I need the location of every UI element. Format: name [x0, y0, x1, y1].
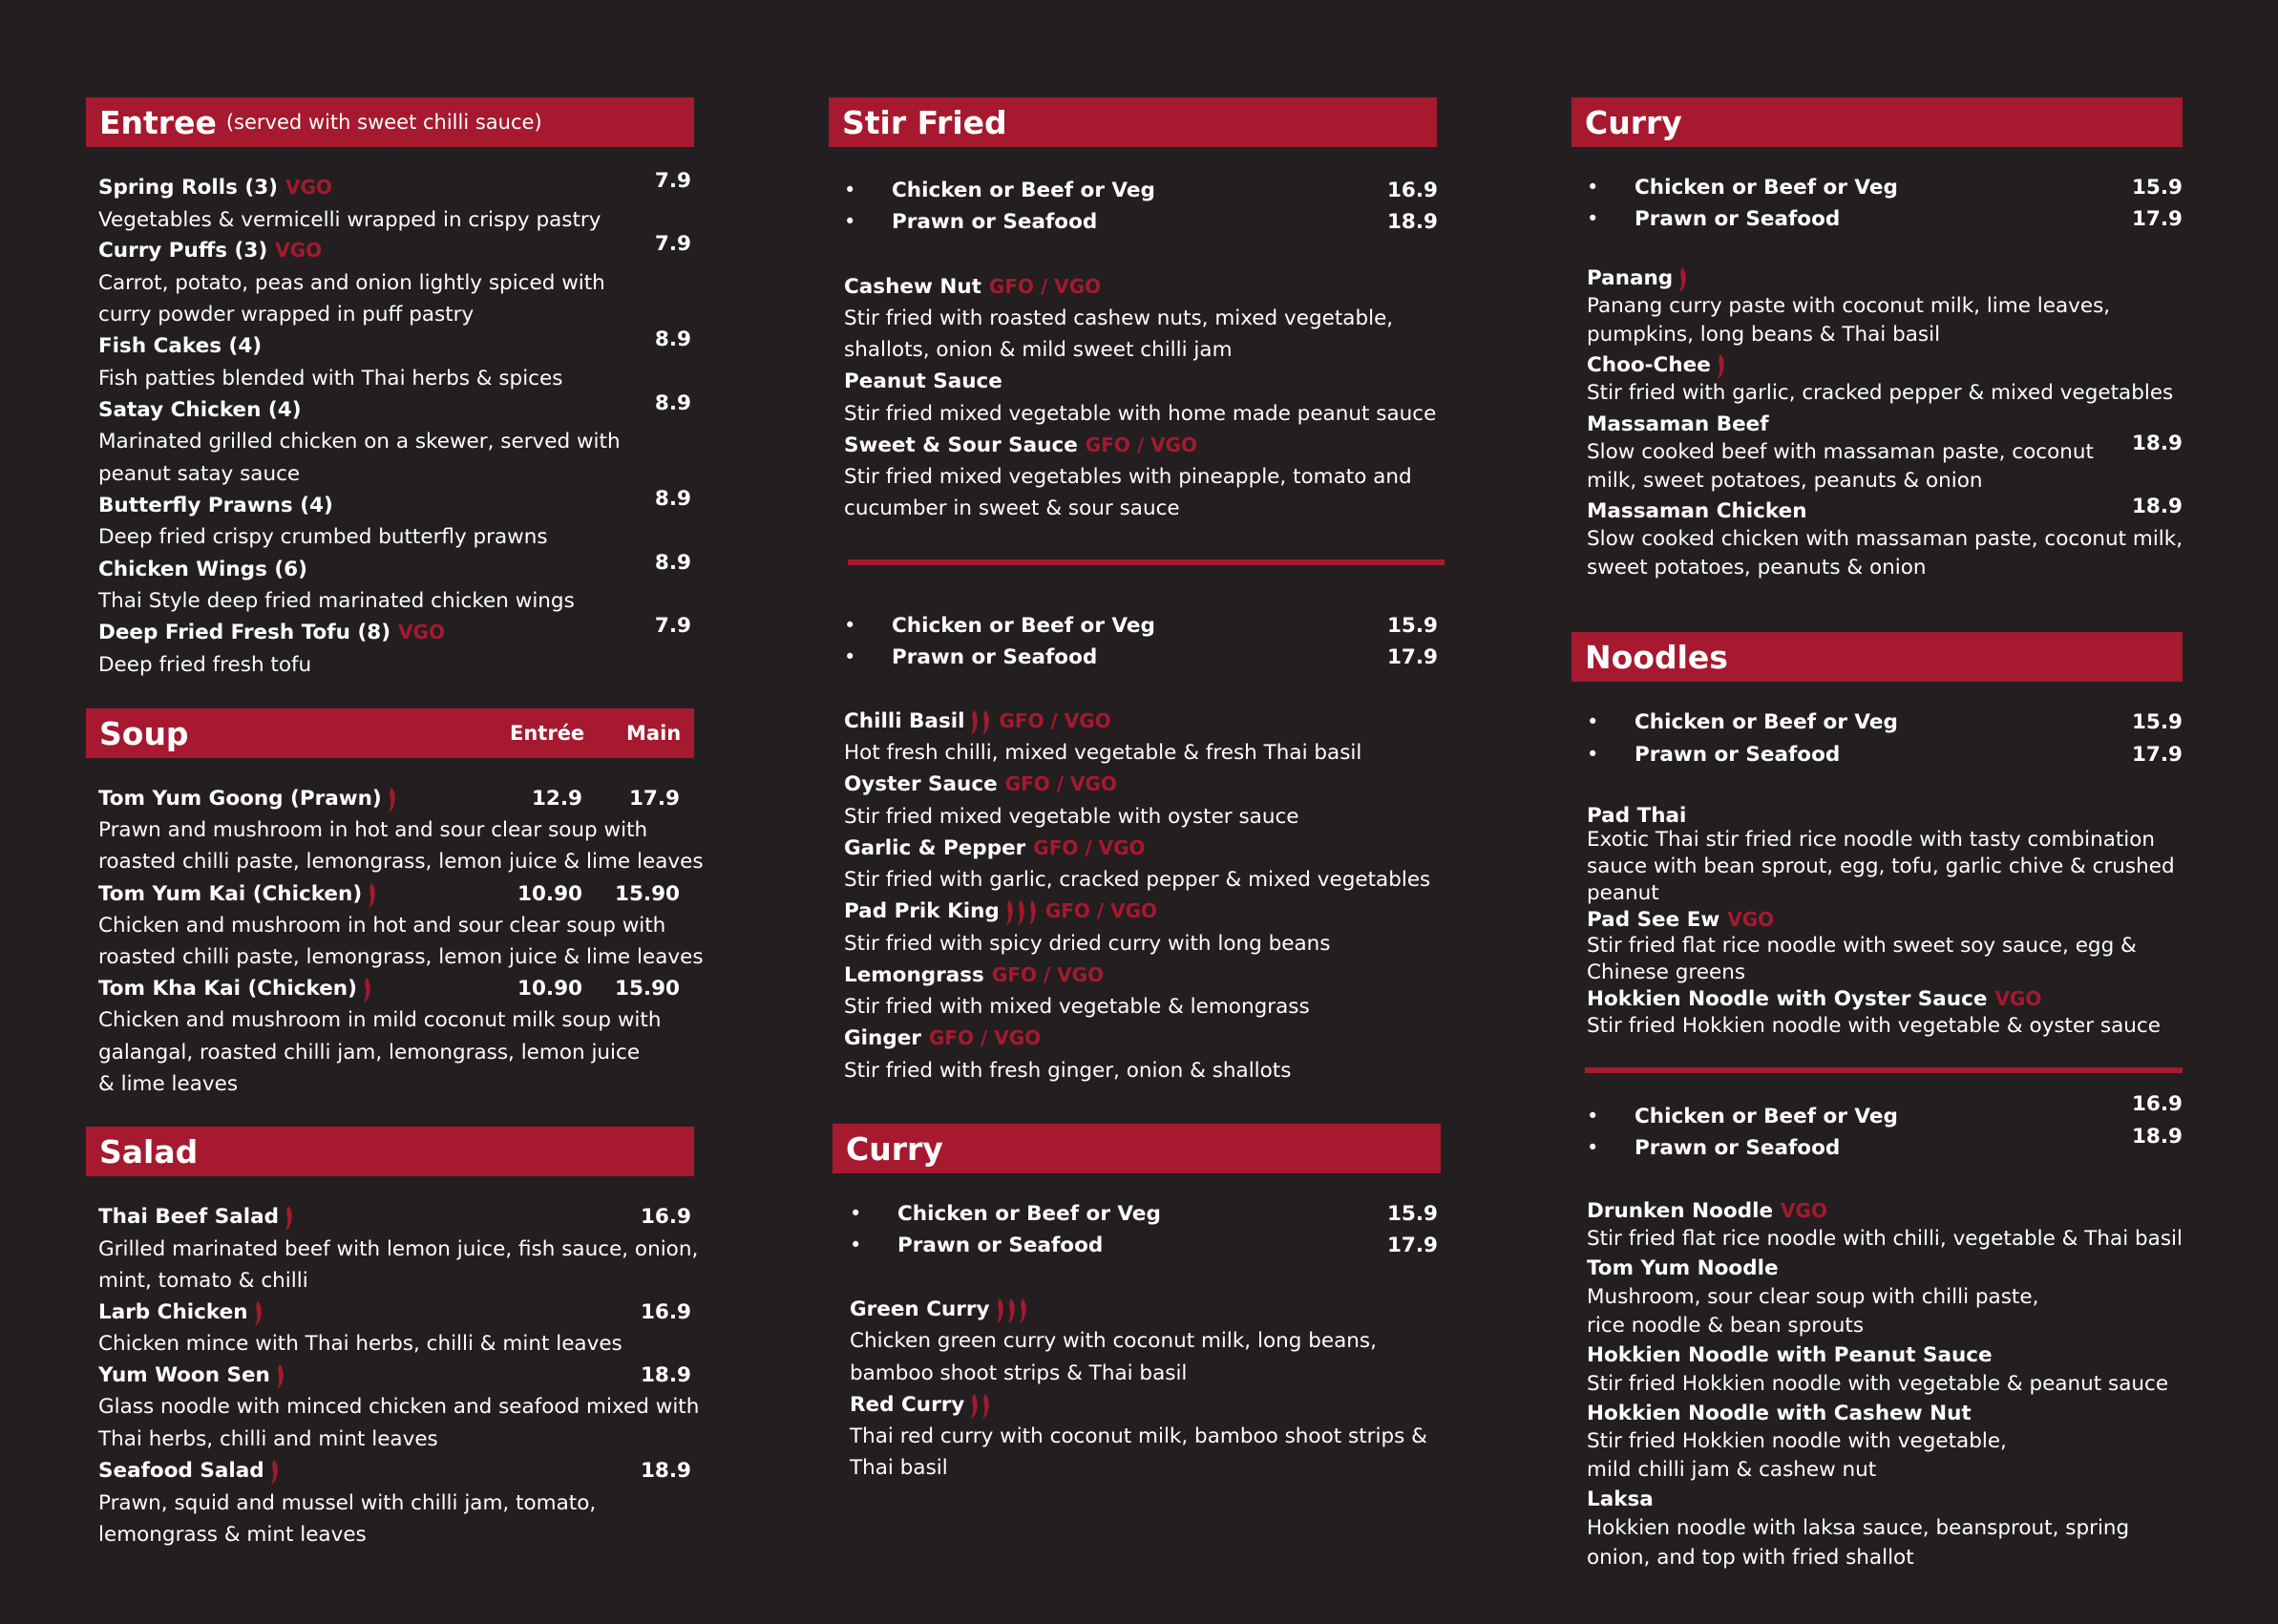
- option-label: Chicken or Beef or Veg: [1635, 1105, 1898, 1128]
- bullet: •: [1587, 1105, 1599, 1128]
- bullet: •: [844, 179, 856, 201]
- item-name: Seafood Salad: [98, 1455, 280, 1487]
- item-price: 7.9: [654, 169, 691, 193]
- item-name: Peanut Sauce: [844, 369, 1002, 393]
- item-desc: Thai red curry with coconut milk, bamboo shoot strips &: [850, 1424, 1427, 1448]
- item-name: Chilli Basil GFO / VGO: [844, 706, 1111, 738]
- item-desc: Deep fried fresh tofu: [98, 653, 312, 677]
- item-desc: mild chilli jam & cashew nut: [1587, 1458, 1877, 1482]
- option-price: 17.9: [2131, 207, 2183, 231]
- item-desc: Stir fried with fresh ginger, onion & shallots: [844, 1059, 1292, 1083]
- item-name: Lemongrass GFO / VGO: [844, 963, 1105, 987]
- item-desc: Thai Style deep fried marinated chicken wings: [98, 589, 575, 613]
- item-name: Panang: [1587, 263, 1688, 295]
- option-label: Prawn or Seafood: [1635, 1136, 1841, 1160]
- item-name: Laksa: [1587, 1487, 1654, 1511]
- item-name: Pad Thai: [1587, 804, 1687, 828]
- item-desc: Panang curry paste with coconut milk, lime leaves,: [1587, 294, 2111, 318]
- item-desc: rice noodle & bean sprouts: [1587, 1314, 1865, 1338]
- item-desc: curry powder wrapped in puff pastry: [98, 303, 475, 327]
- item-price: 8.9: [654, 551, 691, 575]
- bullet: •: [1587, 743, 1599, 766]
- item-name: Drunken Noodle VGO: [1587, 1199, 1827, 1223]
- item-name: Spring Rolls (3) VGO: [98, 176, 332, 200]
- item-name: Oyster Sauce GFO / VGO: [844, 772, 1117, 796]
- item-name: Ginger GFO / VGO: [844, 1026, 1042, 1050]
- section-header-entree: [86, 97, 694, 147]
- chili-icon: [386, 784, 397, 815]
- item-desc: Mushroom, sour clear soup with chilli paste,: [1587, 1285, 2039, 1309]
- item-name: Deep Fried Fresh Tofu (8) VGO: [98, 621, 445, 644]
- section-title: Stir Fried: [842, 103, 1007, 141]
- chili-icon: [994, 1295, 1028, 1326]
- chili-icon: [268, 1456, 280, 1487]
- option-price: 15.9: [2131, 176, 2183, 200]
- bullet: •: [1587, 1136, 1599, 1159]
- bullet: •: [1587, 176, 1599, 199]
- item-desc: Stir fried mixed vegetable with oyster sauce: [844, 805, 1299, 829]
- item-price: 8.9: [654, 327, 691, 351]
- item-price: 18.9: [2131, 432, 2183, 455]
- item-desc: Deep fried crispy crumbed butterfly prawns: [98, 525, 548, 549]
- item-desc: Marinated grilled chicken on a skewer, served with: [98, 430, 621, 453]
- option-price: 15.9: [1386, 1202, 1438, 1226]
- divider: [1585, 1067, 2183, 1073]
- item-name: Choo-Chee: [1587, 349, 1726, 382]
- option-label: Chicken or Beef or Veg: [1635, 176, 1898, 200]
- item-desc: Stir fried Hokkien noodle with vegetable,: [1587, 1429, 2007, 1453]
- chili-icon: [274, 1360, 285, 1392]
- item-desc: roasted chilli paste, lemongrass, lemon juice & lime leaves: [98, 945, 704, 969]
- item-desc: shallots, onion & mild sweet chilli jam: [844, 338, 1233, 362]
- item-desc: Vegetables & vermicelli wrapped in crispy pastry: [98, 208, 601, 232]
- chili-icon: [361, 974, 372, 1005]
- bullet: •: [850, 1234, 862, 1256]
- column-heading-entree: Entrée: [510, 722, 585, 745]
- item-price: 7.9: [654, 232, 691, 256]
- item-price-main: 15.90: [614, 882, 680, 906]
- item-desc: Stir fried mixed vegetable with home made peanut sauce: [844, 402, 1437, 426]
- item-name: Larb Chicken: [98, 1297, 264, 1329]
- item-name: Satay Chicken (4): [98, 398, 302, 422]
- chili-icon: [968, 707, 991, 738]
- divider: [848, 559, 1445, 565]
- section-title: Noodles: [1585, 638, 1728, 676]
- item-desc: Exotic Thai stir fried rice noodle with tasty combination: [1587, 828, 2156, 852]
- item-desc: Stir fried with mixed vegetable & lemongrass: [844, 995, 1310, 1019]
- section-header-curry: [833, 1124, 1441, 1173]
- option-label: Prawn or Seafood: [1635, 743, 1841, 767]
- item-name: Butterfly Prawns (4): [98, 494, 333, 517]
- item-desc: Fish patties blended with Thai herbs & spices: [98, 367, 563, 390]
- item-price: 8.9: [654, 391, 691, 415]
- item-desc: galangal, roasted chilli jam, lemongrass, lemon juice: [98, 1041, 641, 1065]
- item-desc: Prawn and mushroom in hot and sour clear soup with: [98, 818, 648, 842]
- option-price: 16.9: [1386, 179, 1438, 202]
- section-title: Curry: [846, 1129, 943, 1168]
- section-header-stir-fried: [829, 97, 1437, 147]
- item-desc: Stir fried Hokkien noodle with vegetable & oyster sauce: [1587, 1014, 2161, 1038]
- chili-icon: [1677, 264, 1688, 295]
- item-name: Pad Prik King GFO / VGO: [844, 896, 1157, 928]
- item-price: 18.9: [640, 1459, 691, 1483]
- section-header-soup: [86, 708, 694, 758]
- option-label: Prawn or Seafood: [897, 1234, 1104, 1257]
- item-desc: Chicken and mushroom in mild coconut milk soup with: [98, 1008, 662, 1032]
- item-desc: Chicken mince with Thai herbs, chilli & mint leaves: [98, 1332, 622, 1356]
- item-name: Yum Woon Sen: [98, 1360, 285, 1392]
- bullet: •: [850, 1202, 862, 1225]
- section-header-noodles: [1571, 632, 2183, 682]
- item-desc: Thai herbs, chilli and mint leaves: [98, 1427, 438, 1451]
- option-price: 17.9: [1386, 645, 1438, 669]
- item-desc: lemongrass & mint leaves: [98, 1523, 367, 1547]
- bullet: •: [1587, 710, 1599, 733]
- item-price-entree: 12.9: [531, 787, 582, 811]
- item-desc: Glass noodle with minced chicken and seafood mixed with: [98, 1395, 700, 1419]
- option-label: Chicken or Beef or Veg: [1635, 710, 1898, 734]
- item-desc: Stir fried with spicy dried curry with long beans: [844, 932, 1331, 956]
- item-name: Hokkien Noodle with Peanut Sauce: [1587, 1343, 1993, 1367]
- option-price: 18.9: [2131, 1125, 2183, 1149]
- item-desc: Slow cooked chicken with massaman paste, coconut milk,: [1587, 527, 2183, 551]
- item-desc: Carrot, potato, peas and onion lightly spiced with: [98, 271, 605, 295]
- item-desc: onion, and top with fried shallot: [1587, 1546, 1914, 1570]
- item-price-main: 17.9: [628, 787, 680, 811]
- item-price: 8.9: [654, 487, 691, 511]
- item-desc: sauce with bean sprout, egg, tofu, garlic chive & crushed: [1587, 854, 2175, 878]
- item-desc: Chicken and mushroom in hot and sour clear soup with: [98, 914, 666, 938]
- item-desc: Thai basil: [850, 1456, 948, 1480]
- item-price: 7.9: [654, 614, 691, 638]
- option-price: 17.9: [2131, 743, 2183, 767]
- item-desc: Hokkien noodle with laksa sauce, beansprout, spring: [1587, 1516, 2130, 1540]
- item-desc: peanut satay sauce: [98, 462, 301, 486]
- item-desc: Hot fresh chilli, mixed vegetable & fresh Thai basil: [844, 741, 1362, 765]
- bullet: •: [844, 210, 856, 233]
- option-price: 15.9: [2131, 710, 2183, 734]
- item-desc: Chinese greens: [1587, 960, 1746, 984]
- column-heading-main: Main: [626, 722, 682, 745]
- option-price: 15.9: [1386, 614, 1438, 638]
- section-title: Soup: [99, 714, 189, 752]
- item-price-entree: 10.90: [517, 977, 582, 1001]
- item-name: Green Curry: [850, 1294, 1028, 1326]
- item-desc: Stir fried flat rice noodle with chilli, vegetable & Thai basil: [1587, 1227, 2183, 1251]
- item-name: Garlic & Pepper GFO / VGO: [844, 836, 1146, 860]
- option-label: Prawn or Seafood: [1635, 207, 1841, 231]
- item-price: 16.9: [640, 1205, 691, 1229]
- option-price: 17.9: [1386, 1234, 1438, 1257]
- item-desc: Stir fried with garlic, cracked pepper & mixed vegetables: [1587, 381, 2174, 405]
- option-label: Prawn or Seafood: [892, 210, 1098, 234]
- section-title: Salad: [99, 1132, 199, 1171]
- chili-icon: [1715, 350, 1726, 382]
- item-desc: Stir fried Hokkien noodle with vegetable & peanut sauce: [1587, 1372, 2169, 1396]
- bullet: •: [844, 645, 856, 668]
- item-price-entree: 10.90: [517, 882, 582, 906]
- section-title: Curry: [1585, 103, 1682, 141]
- item-desc: pumpkins, long beans & Thai basil: [1587, 323, 1941, 347]
- item-desc: mint, tomato & chilli: [98, 1269, 308, 1293]
- item-desc: Stir fried flat rice noodle with sweet soy sauce, egg &: [1587, 934, 2137, 958]
- item-name: Thai Beef Salad: [98, 1201, 294, 1234]
- chili-icon: [968, 1390, 991, 1422]
- item-desc: Stir fried with garlic, cracked pepper & mixed vegetables: [844, 868, 1431, 892]
- option-label: Prawn or Seafood: [892, 645, 1098, 669]
- item-name: Massaman Chicken: [1587, 499, 1807, 523]
- option-label: Chicken or Beef or Veg: [897, 1202, 1161, 1226]
- item-desc: Stir fried mixed vegetables with pineapple, tomato and: [844, 465, 1412, 489]
- item-desc: Slow cooked beef with massaman paste, coconut: [1587, 440, 2094, 464]
- item-name: Sweet & Sour Sauce GFO / VGO: [844, 433, 1198, 457]
- item-desc: Grilled marinated beef with lemon juice, fish sauce, onion,: [98, 1237, 699, 1261]
- option-price: 16.9: [2131, 1092, 2183, 1116]
- item-desc: Stir fried with roasted cashew nuts, mixed vegetable,: [844, 306, 1394, 330]
- item-name: Tom Yum Goong (Prawn): [98, 783, 397, 815]
- item-name: Fish Cakes (4): [98, 334, 263, 358]
- item-name: Massaman Beef: [1587, 412, 1769, 436]
- item-name: Hokkien Noodle with Oyster Sauce VGO: [1587, 987, 2042, 1011]
- option-label: Chicken or Beef or Veg: [892, 614, 1155, 638]
- item-desc: sweet potatoes, peanuts & onion: [1587, 556, 1927, 580]
- option-price: 18.9: [1386, 210, 1438, 234]
- item-name: Chicken Wings (6): [98, 558, 307, 581]
- item-desc: peanut: [1587, 881, 1659, 905]
- item-name: Tom Yum Kai (Chicken): [98, 878, 377, 911]
- section-title: Entree: [99, 103, 217, 141]
- option-label: Chicken or Beef or Veg: [892, 179, 1155, 202]
- item-name: Cashew Nut GFO / VGO: [844, 275, 1102, 299]
- item-desc: Prawn, squid and mussel with chilli jam, tomato,: [98, 1491, 597, 1515]
- item-name: Curry Puffs (3) VGO: [98, 239, 323, 263]
- section-header-curry-right: [1571, 97, 2183, 147]
- item-price: 18.9: [640, 1363, 691, 1387]
- chili-icon: [252, 1297, 264, 1329]
- item-price: 16.9: [640, 1300, 691, 1324]
- item-name: Hokkien Noodle with Cashew Nut: [1587, 1402, 1972, 1425]
- chili-icon: [283, 1202, 294, 1234]
- item-price: 18.9: [2131, 495, 2183, 518]
- item-name: Tom Yum Noodle: [1587, 1256, 1779, 1280]
- item-name: Tom Kha Kai (Chicken): [98, 973, 372, 1005]
- item-desc: roasted chilli paste, lemongrass, lemon juice & lime leaves: [98, 850, 704, 874]
- item-desc: milk, sweet potatoes, peanuts & onion: [1587, 469, 1983, 493]
- chili-icon: [1003, 896, 1038, 928]
- item-price-main: 15.90: [614, 977, 680, 1001]
- item-desc: & lime leaves: [98, 1072, 239, 1096]
- item-name: Red Curry: [850, 1389, 991, 1422]
- item-desc: Chicken green curry with coconut milk, long beans,: [850, 1329, 1377, 1353]
- item-name: Pad See Ew VGO: [1587, 908, 1775, 932]
- bullet: •: [844, 614, 856, 637]
- item-desc: bamboo shoot strips & Thai basil: [850, 1361, 1188, 1385]
- section-subtitle: (served with sweet chilli sauce): [225, 111, 542, 134]
- section-header-salad: [86, 1127, 694, 1176]
- chili-icon: [366, 879, 377, 911]
- bullet: •: [1587, 207, 1599, 230]
- item-desc: cucumber in sweet & sour sauce: [844, 496, 1180, 520]
